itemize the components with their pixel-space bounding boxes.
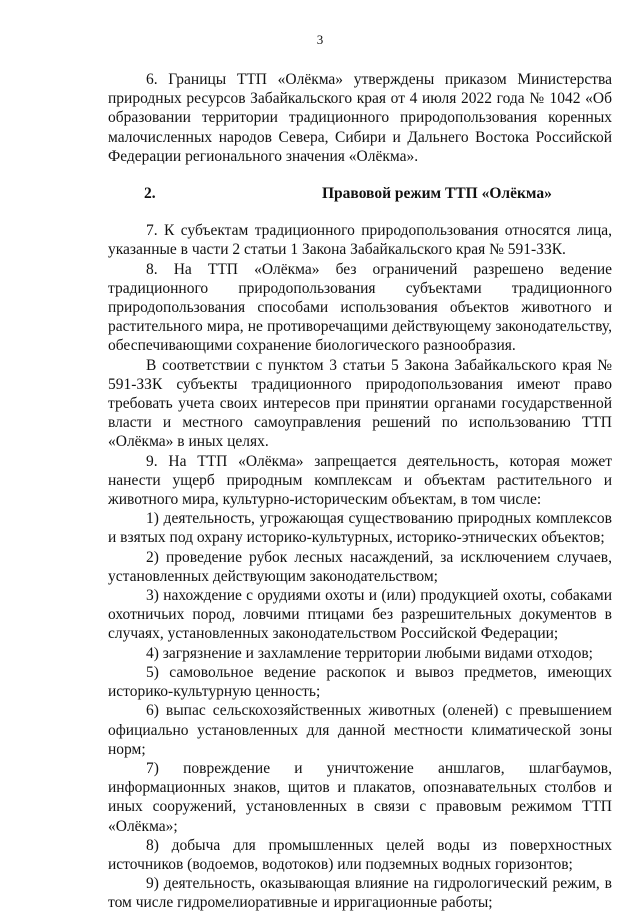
document-body (108, 70, 612, 913)
page-number: 3 (316, 32, 324, 47)
list-item: 6) выпас сельскохозяйственных животных (оленей) с превышением официально установленных для данной местности климатической зоны норм; (108, 702, 612, 758)
list-item: 9) деятельность, оказывающая влияние на гидрологический режим, в том числе гидромелиоративные и ирригационные работы; (108, 875, 612, 912)
section-heading (108, 184, 612, 203)
section-title: Правовой режим ТТП «Олёкма» (322, 185, 552, 203)
list-item: 7) повреждение и уничтожение аншлагов, шлагбаумов, информационных знаков, щитов и плакатов, опознавательных столбов и иных сооружений, установленных в связи с правовым режимом ТТП «Олёкма»; (108, 759, 612, 835)
paragraph: 9. На ТТП «Олёкма» запрещается деятельность, которая может нанести ущерб природным комплексам и объектам растительного и животного мира, культурно-историческим объектам, в том числе: (108, 452, 612, 509)
paragraph: 6. Границы ТТП «Олёкма» утверждены приказом Министерства природных ресурсов Забайкальского края от 4 июля 2022 года № 1042 «Об образовании территории традиционного природопользования коренных малочисленных народов Севера, Сибири и Дальнего Востока Российской Федерации регионального значения «Олёкма». (108, 71, 612, 165)
list-item: 1) деятельность, угрожающая существованию природных комплексов и взятых под охрану историко-культурных, историко-этнических объектов; (108, 510, 612, 547)
list-item: 4) загрязнение и захламление территории любыми видами отходов; (146, 644, 593, 662)
list-item: 5) самовольное ведение раскопок и вывоз предметов, имеющих историко-культурную ценность; (108, 663, 612, 701)
section-number: 2. (144, 185, 156, 203)
paragraph: В соответствии с пунктом 3 статьи 5 Закона Забайкальского края № 591-ЗЗК субъекты традиционного природопользования имеют право требовать учета своих интересов при принятии органами государственной власти и местного самоуправления решений по использованию ТТП «Олёкма» в иных целях. (108, 356, 612, 451)
paragraph: 7. К субъектам традиционного природопользования относятся лица, указанные в части 2 статьи 1 Закона Забайкальского края № 591-ЗЗК. (108, 222, 612, 259)
list-item: 3) нахождение с орудиями охоты и (или) продукцией охоты, собаками охотничьих пород, ловчими птицами без разрешительных документов в случаях, установленных законодательством Российской Федерации; (108, 587, 612, 643)
list-item: 2) проведение рубок лесных насаждений, за исключением случаев, установленных действующим законодательством; (108, 548, 612, 585)
list-item: 8) добыча для промышленных целей воды из поверхностных источников (водоемов, водотоков) или подземных водных горизонтов; (108, 836, 612, 873)
paragraph: 8. На ТТП «Олёкма» без ограничений разрешено ведение традиционного природопользования субъектами традиционного природопользования способами использования объектов животного и растительного мира, не противоречащими действующему законодательству, обеспечивающими сохранение биологического разнообразия. (108, 260, 612, 355)
